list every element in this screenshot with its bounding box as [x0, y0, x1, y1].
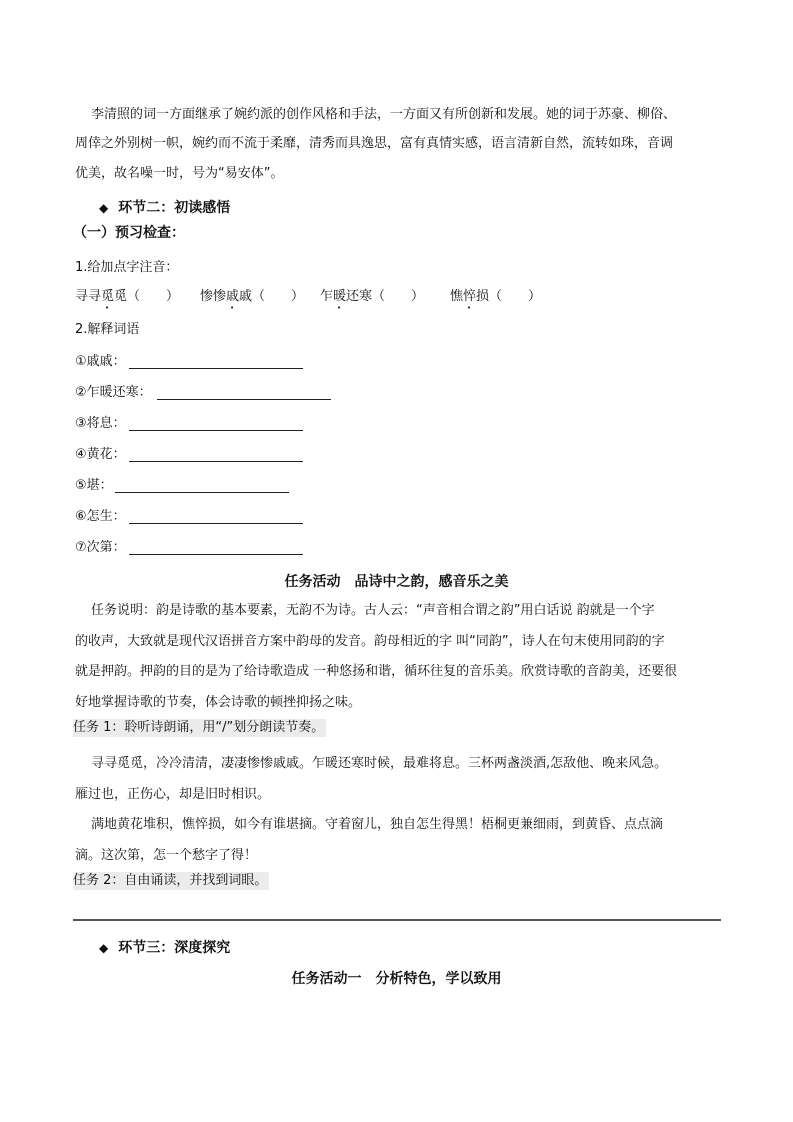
answer-blank-6[interactable]: [129, 523, 303, 524]
section-3-heading: [99, 937, 230, 957]
pinyin-item-3: 乍暖还寒（ ）: [320, 289, 425, 304]
term-5: ⑤堪：: [75, 478, 113, 493]
question-2-label: 2.解释词语: [75, 322, 140, 337]
poem-stanza-1-line-1: 寻寻觅觅，冷冷清清，凄凄惨惨戚戚。乍暖还寒时候，最难将息。三杯两盏淡酒,怎敌他、晚来风急。: [91, 756, 668, 771]
pinyin-item-4: 憔悴损（ ）: [450, 289, 542, 304]
poem-stanza-2-line-1: 满地黄花堆积，憔悴损，如今有谁堪摘。守着窗儿，独自怎生得黑！梧桐更兼细雨，到黄昏、点点滴: [91, 817, 664, 832]
task-desc-line-4: 好地掌握诗歌的节奏，体会诗歌的顿挫抑扬之味。: [75, 695, 362, 710]
dotted-char: 觅: [101, 289, 115, 304]
term-2: ②乍暖还寒：: [75, 385, 152, 400]
term-6: ⑥怎生：: [75, 509, 126, 524]
task-2-instruction: 任务 2：自由诵读，并找到词眼。: [73, 873, 268, 888]
section-2-title: 环节二：初读感悟: [118, 200, 231, 216]
answer-blank-7[interactable]: [129, 554, 303, 555]
intro-line-3: 优美，故名噪一时，号为“易安体”。: [75, 166, 284, 181]
answer-blank-4[interactable]: [129, 461, 303, 462]
term-3: ③将息：: [75, 416, 126, 431]
pinyin-item-1: 寻寻觅觅（ ）: [75, 289, 180, 304]
term-1: ①戚戚：: [75, 354, 126, 369]
term-4: ④黄花：: [75, 447, 126, 462]
preview-check-heading: （一）预习检查：: [73, 225, 185, 241]
task-activity-title: 任务活动 品诗中之韵，感音乐之美: [284, 574, 509, 590]
answer-blank-5[interactable]: [115, 492, 289, 493]
poem-stanza-1-line-2: 雁过也，正伤心，却是旧时相识。: [75, 787, 271, 802]
intro-line-2: 周倖之外别树一帜，婉约而不流于柔靡，清秀而具逸思，富有真情实感，语言清新自然，流转如珠，音调: [75, 136, 674, 151]
intro-line-1: 李清照的词一方面继承了婉约派的创作风格和手法，一方面又有所创新和发展。她的词于苏豪、柳俗、: [91, 107, 677, 122]
task-activity-one-title: 任务活动一 分析特色，学以致用: [291, 971, 502, 987]
term-7: ⑦次第：: [75, 540, 126, 555]
dotted-char: 悴: [463, 289, 477, 304]
poem-stanza-2-line-2: 滴。这次第，怎一个愁字了得！: [75, 848, 258, 863]
task-1-instruction: 任务 1：聆听诗朗诵，用“/”划分朗读节奏。: [73, 720, 325, 735]
answer-blank-1[interactable]: [129, 368, 303, 369]
task-desc-line-3: 就是押韵。押韵的目的是为了给诗歌造成 一种悠扬和谐，循环往复的音乐美。欣赏诗歌的音韵美，还要很: [75, 664, 678, 679]
task-desc-line-2: 的收声，大致就是现代汉语拼音方案中韵母的发音。韵母相近的字 叫“同韵”，诗人在句末使用同韵的字: [75, 634, 665, 649]
diamond-bullet-icon: ◆: [99, 201, 109, 215]
diamond-bullet-icon: ◆: [99, 941, 109, 955]
answer-blank-3[interactable]: [129, 430, 303, 431]
section-divider: [73, 919, 721, 921]
dotted-char: 戚: [226, 289, 240, 304]
section-2-heading: [99, 197, 230, 217]
task-desc-line-1: 任务说明：韵是诗歌的基本要素，无韵不为诗。古人云：“声音相合谓之韵”用白话说 韵就是一个字: [91, 603, 655, 618]
section-3-title: 环节三：深度探究: [118, 940, 231, 956]
question-1-label: 1.给加点字注音：: [75, 260, 179, 275]
dotted-char: 暖: [333, 289, 347, 304]
pinyin-item-2: 惨惨戚戚（ ）: [200, 289, 305, 304]
answer-blank-2[interactable]: [157, 399, 331, 400]
